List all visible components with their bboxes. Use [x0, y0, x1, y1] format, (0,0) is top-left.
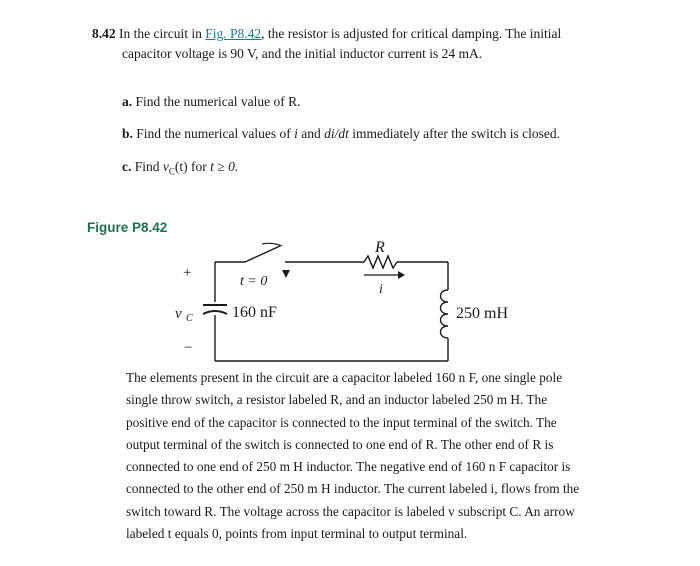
- problem-number: 8.42: [92, 26, 116, 41]
- figure-link[interactable]: Fig. P8.42: [205, 26, 262, 41]
- var-i: i: [294, 126, 298, 141]
- switch-arrow-arc: [262, 243, 282, 246]
- resistor-symbol: [364, 256, 397, 268]
- resistor-label: R: [375, 239, 385, 256]
- part-b-and: and: [301, 126, 321, 141]
- problem-intro-cont: , the resistor is adjusted for critical damping. The initial: [261, 26, 562, 41]
- inductor-symbol: [441, 290, 449, 338]
- problem-intro-line2: capacitor voltage is 90 V, and the initial inductor current is 24 mA.: [122, 46, 483, 61]
- part-b-label: b.: [122, 126, 133, 141]
- part-a-label: a.: [122, 94, 133, 109]
- switch-blade: [245, 246, 280, 262]
- var-v-sub: C: [168, 166, 175, 177]
- var-didt: di/dt: [324, 126, 349, 141]
- cap-voltage-label: v: [175, 306, 182, 322]
- cap-minus-sign: −: [184, 340, 193, 356]
- part-c-for: for: [191, 159, 207, 174]
- part-a-text: Find the numerical value of R.: [135, 94, 301, 109]
- figure-description: [126, 367, 586, 545]
- var-arg: (t): [174, 159, 188, 174]
- capacitor-value: 160 nF: [232, 304, 277, 321]
- figure-label: Figure P8.42: [87, 220, 168, 235]
- part-c-find: Find: [134, 159, 160, 174]
- part-b-text: Find the numerical values of: [136, 126, 291, 141]
- inductor-value: 250 mH: [456, 305, 508, 322]
- part-b-text-end: immediately after the switch is closed.: [352, 126, 560, 141]
- cap-voltage-sub: C: [186, 313, 193, 324]
- description-text: The elements present in the circuit are a capacitor labeled 160 n F, one single pole single throw switch, a resistor labeled R, and an inductor labeled 250 m H. The positive end of the capacitor is connected to the input terminal of the switch. The output terminal of the switch is connected to one end of R. The other end of R is connected to one end of 250 m H inductor. The negative end of 160 n F capacitor is connected to the other end of 250 m H inductor. The current labeled i, flows from the switch toward R. The voltage across the capacitor is labeled v subscript C. An arrow labeled t equals 0, points from input terminal to output terminal.: [126, 370, 580, 542]
- current-label: i: [379, 282, 383, 297]
- problem-intro: In the circuit in: [119, 26, 202, 41]
- capacitor-plate-bottom: [203, 311, 227, 314]
- part-c-cond: t ≥ 0.: [210, 159, 239, 174]
- part-c-label: c.: [122, 159, 132, 174]
- current-arrow-head: [398, 271, 405, 279]
- switch-label: t = 0: [240, 274, 268, 289]
- var-v: v: [162, 159, 169, 174]
- cap-plus-sign: +: [183, 265, 192, 281]
- switch-arrow-head: [282, 270, 290, 278]
